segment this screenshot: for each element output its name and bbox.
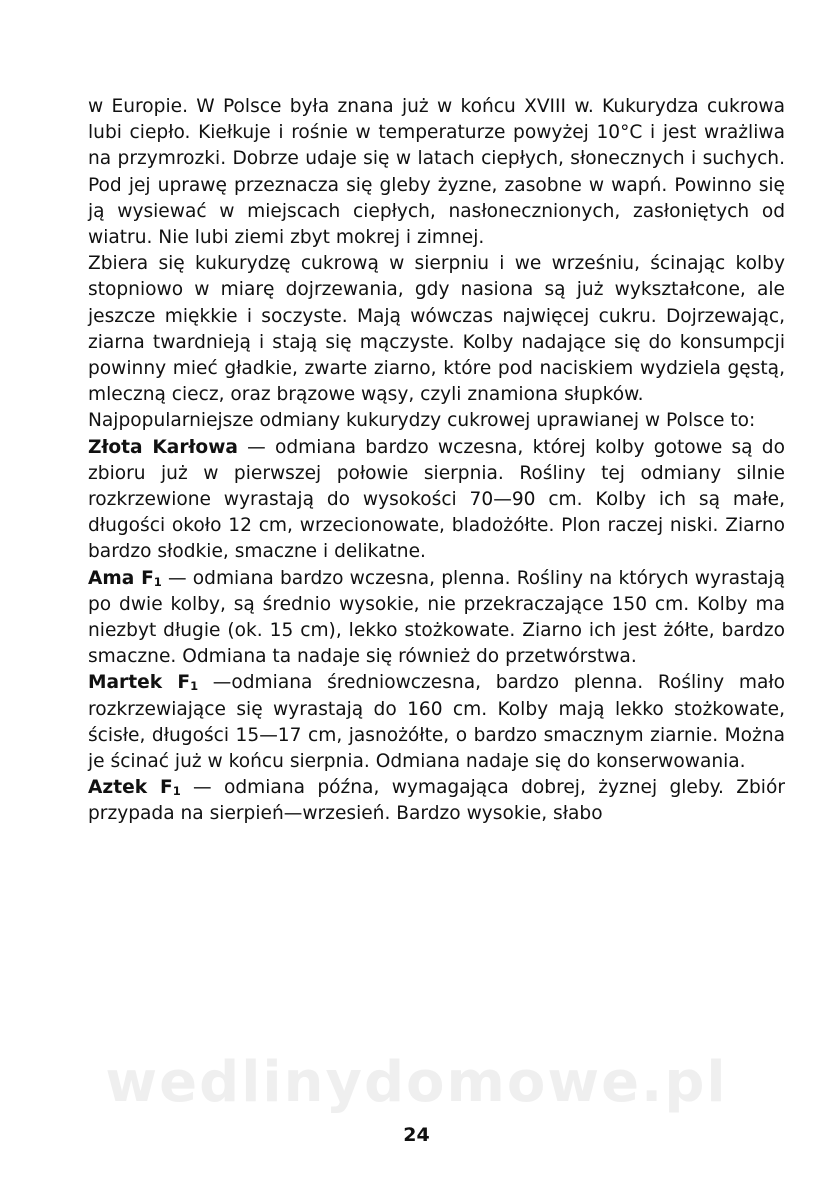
variety-name (88, 568, 162, 589)
variety-aztek (88, 775, 785, 827)
variety-name-text: Ama F (88, 567, 154, 589)
variety-name (88, 777, 181, 798)
variety-description: —odmiana średniowczesna, bardzo plenna. Rośliny mało rozkrzewiające się wyrastają do 160 cm. Kolby mają lekko stożkowate, ścisłe, długości 15—17 cm, jasnożółte, o bardzo smacznym ziarnie. Można je ścinać już w końcu sierpnia. Odmiana nadaje się do konserwowania. (88, 672, 785, 773)
variety-name (88, 672, 198, 693)
hybrid-subscript: 1 (190, 679, 199, 694)
paragraph-intro: w Europie. W Polsce była znana już w końcu XVIII w. Kukurydza cukrowa lubi ciepło. Kiełkuje i rośnie w temperaturze powyżej 10°C i jest wrażliwa na przymrozki. Dobrze udaje się w latach ciepłych, słonecznych i suchych. Pod jej uprawę przeznacza się gleby żyzne, zasobne w wapń. Powinno się ją wysiewać w miejscach ciepłych, nasłonecznionych, zasłoniętych od wiatru. Nie lubi ziemi zbyt mokrej i zimnej. (88, 96, 785, 249)
page-text (88, 94, 785, 828)
variety-description: — odmiana bardzo wczesna, której kolby gotowe są do zbioru już w pierwszej połowie sierpnia. Rośliny tej odmiany silnie rozkrzewione wyrastają do wysokości 70—90 cm. Kolby ich są małe, długości około 12 cm, wrzecionowate, bladożółte. Plon raczej niski. Ziarno bardzo słodkie, smaczne i delikatne. (88, 436, 785, 563)
variety-description: — odmiana późna, wymagająca dobrej, żyznej gleby. Zbiór przypada na sierpień—wrzesień. Bardzo wysokie, słabo (88, 777, 785, 825)
watermark: wedlinydomowe.pl (105, 1050, 728, 1115)
variety-ama (88, 566, 785, 671)
variety-description: — odmiana bardzo wczesna, plenna. Rośliny na których wyrastają po dwie kolby, są średnio wysokie, nie przekraczające 150 cm. Kolby ma niezbyt długie (ok. 15 cm), lekko stożkowate. Ziarno ich jest żółte, bardzo smaczne. Odmiana ta nadaje się również do przetwórstwa. (88, 567, 785, 668)
hybrid-subscript: 1 (153, 574, 162, 589)
variety-name-text: Aztek F (88, 777, 173, 799)
paragraph-harvest: Zbiera się kukurydzę cukrową w sierpniu i we wrześniu, ścinając kolby stopniowo w miarę dojrzewania, gdy nasiona są już wykształcone, ale jeszcze miękkie i soczyste. Mają wówczas najwięcej cukru. Dojrzewając, ziarna twardnieją i stają się mączyste. Kolby nadające się do konsumpcji powinny mieć gładkie, zwarte ziarno, które pod naciskiem wydziela gęstą, mleczną ciecz, oraz brązowe wąsy, czyli znamiona słupków. (88, 253, 785, 406)
paragraph-varieties-intro: Najpopularniejsze odmiany kukurydzy cukrowej uprawianej w Polsce to: (88, 410, 756, 432)
variety-zlota-karlowa (88, 435, 785, 566)
variety-martek (88, 670, 785, 775)
page-number: 24 (403, 1124, 430, 1146)
hybrid-subscript: 1 (172, 784, 181, 799)
variety-name: Złota Karłowa (88, 436, 238, 458)
variety-name-text: Martek F (88, 672, 191, 694)
